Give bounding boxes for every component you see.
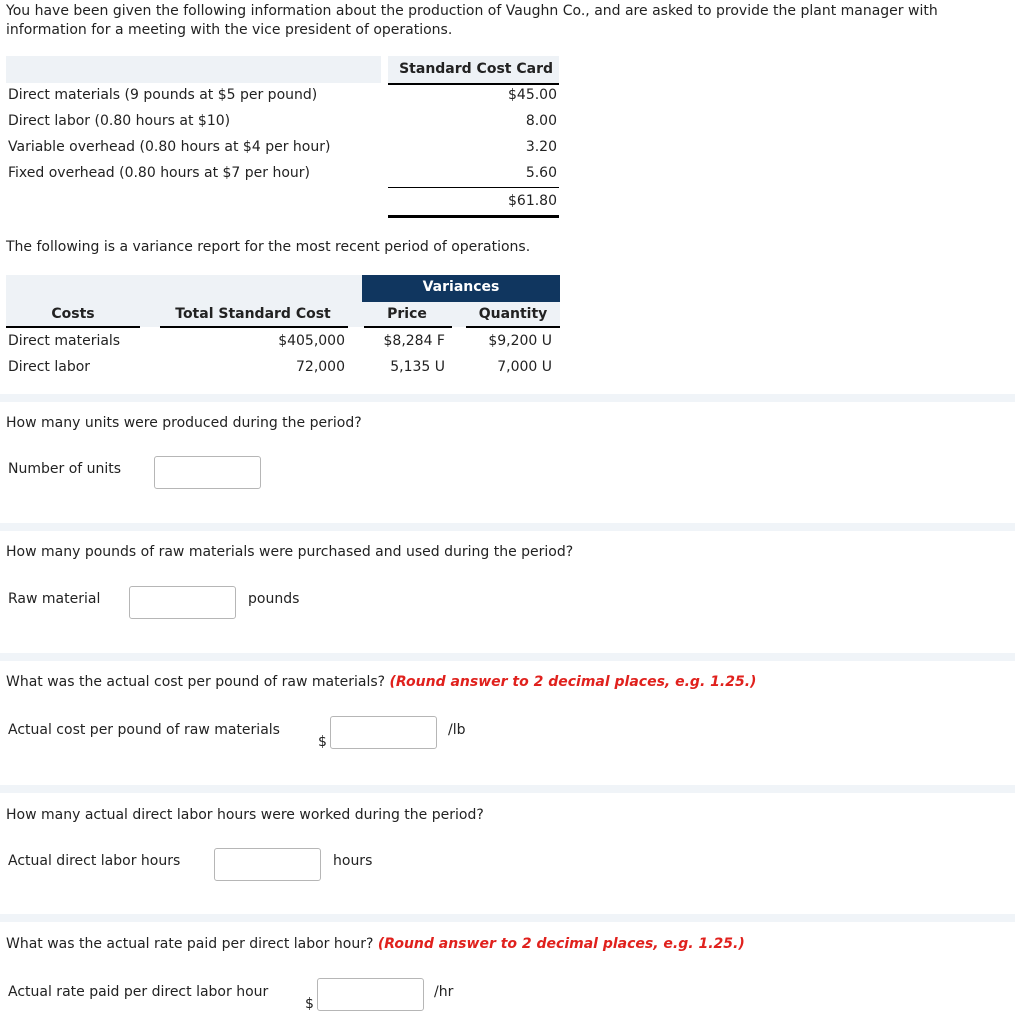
column-rule [466, 326, 560, 328]
column-rule [160, 326, 348, 328]
variance-row-total: $405,000 [278, 333, 345, 349]
cost-card-label: Fixed overhead (0.80 hours at $7 per hour) [8, 165, 311, 181]
answer-label: Actual direct labor hours [8, 853, 181, 869]
variance-row-cost: Direct materials [8, 333, 121, 349]
column-rule [364, 326, 452, 328]
labor-rate-input[interactable] [317, 978, 424, 1011]
section-separator [0, 914, 1015, 922]
question-prompt [6, 936, 745, 952]
rounding-hint: (Round answer to 2 decimal places, e.g. 1.25.) [377, 936, 745, 952]
unit-label: pounds [248, 591, 300, 607]
question-prompt: How many actual direct labor hours were worked during the period? [6, 807, 484, 823]
currency-prefix: $ [305, 996, 314, 1012]
cost-card-label: Variable overhead (0.80 hours at $4 per hour) [8, 139, 331, 155]
intro-text: You have been given the following information about the production of Vaughn Co., and are asked to provide the plant manager with information for a meeting with the vice president of operations. [6, 3, 938, 38]
cost-card-label: Direct materials (9 pounds at $5 per pound) [8, 87, 318, 103]
cost-card-total-rule [388, 215, 559, 218]
column-header-price: Price [387, 306, 427, 322]
variance-group-header: Variances [362, 275, 560, 302]
question-prompt-text: What was the actual rate paid per direct labor hour? [6, 936, 374, 952]
labor-hours-input[interactable] [214, 848, 321, 881]
cost-per-pound-input[interactable] [330, 716, 437, 749]
section-separator [0, 653, 1015, 661]
currency-prefix: $ [318, 734, 327, 750]
raw-material-input[interactable] [129, 586, 236, 619]
rounding-hint: (Round answer to 2 decimal places, e.g. 1.25.) [389, 674, 757, 690]
unit-label: hours [333, 853, 373, 869]
question-prompt [6, 674, 756, 690]
variance-row-cost: Direct labor [8, 359, 91, 375]
variance-row-price: $8,284 F [383, 333, 445, 349]
cost-card-subtotal-rule [388, 187, 559, 188]
cost-card-value: 3.20 [525, 139, 557, 155]
column-header-quantity: Quantity [478, 306, 548, 322]
cost-card-value: $45.00 [508, 87, 557, 103]
answer-label: Raw material [8, 591, 101, 607]
answer-label: Actual cost per pound of raw materials [8, 722, 280, 738]
number-of-units-input[interactable] [154, 456, 261, 489]
section-separator [0, 785, 1015, 793]
answer-label: Number of units [8, 461, 122, 477]
cost-card-header: Standard Cost Card [388, 56, 559, 83]
section-separator [0, 523, 1015, 531]
cost-card-header-rule [388, 83, 559, 85]
answer-label: Actual rate paid per direct labor hour [8, 984, 269, 1000]
section-separator [0, 394, 1015, 402]
question-prompt: How many pounds of raw materials were purchased and used during the period? [6, 544, 574, 560]
cost-card-value: 5.60 [525, 165, 557, 181]
cost-card-total: $61.80 [508, 193, 557, 209]
column-header-costs: Costs [51, 306, 95, 322]
column-header-total-standard-cost: Total Standard Cost [175, 306, 331, 322]
question-prompt-text: What was the actual cost per pound of raw materials? [6, 674, 386, 690]
variance-intro: The following is a variance report for the most recent period of operations. [6, 239, 531, 255]
unit-label: /lb [448, 722, 466, 738]
variance-row-total: 72,000 [296, 359, 345, 375]
question-prompt: How many units were produced during the period? [6, 415, 362, 431]
variance-row-price: 5,135 U [390, 359, 445, 375]
unit-label: /hr [434, 984, 454, 1000]
cost-card-header-band [6, 56, 381, 83]
variance-row-quantity: $9,200 U [488, 333, 552, 349]
column-rule [6, 326, 140, 328]
cost-card-label: Direct labor (0.80 hours at $10) [8, 113, 231, 129]
variance-row-quantity: 7,000 U [497, 359, 552, 375]
cost-card-value: 8.00 [525, 113, 557, 129]
